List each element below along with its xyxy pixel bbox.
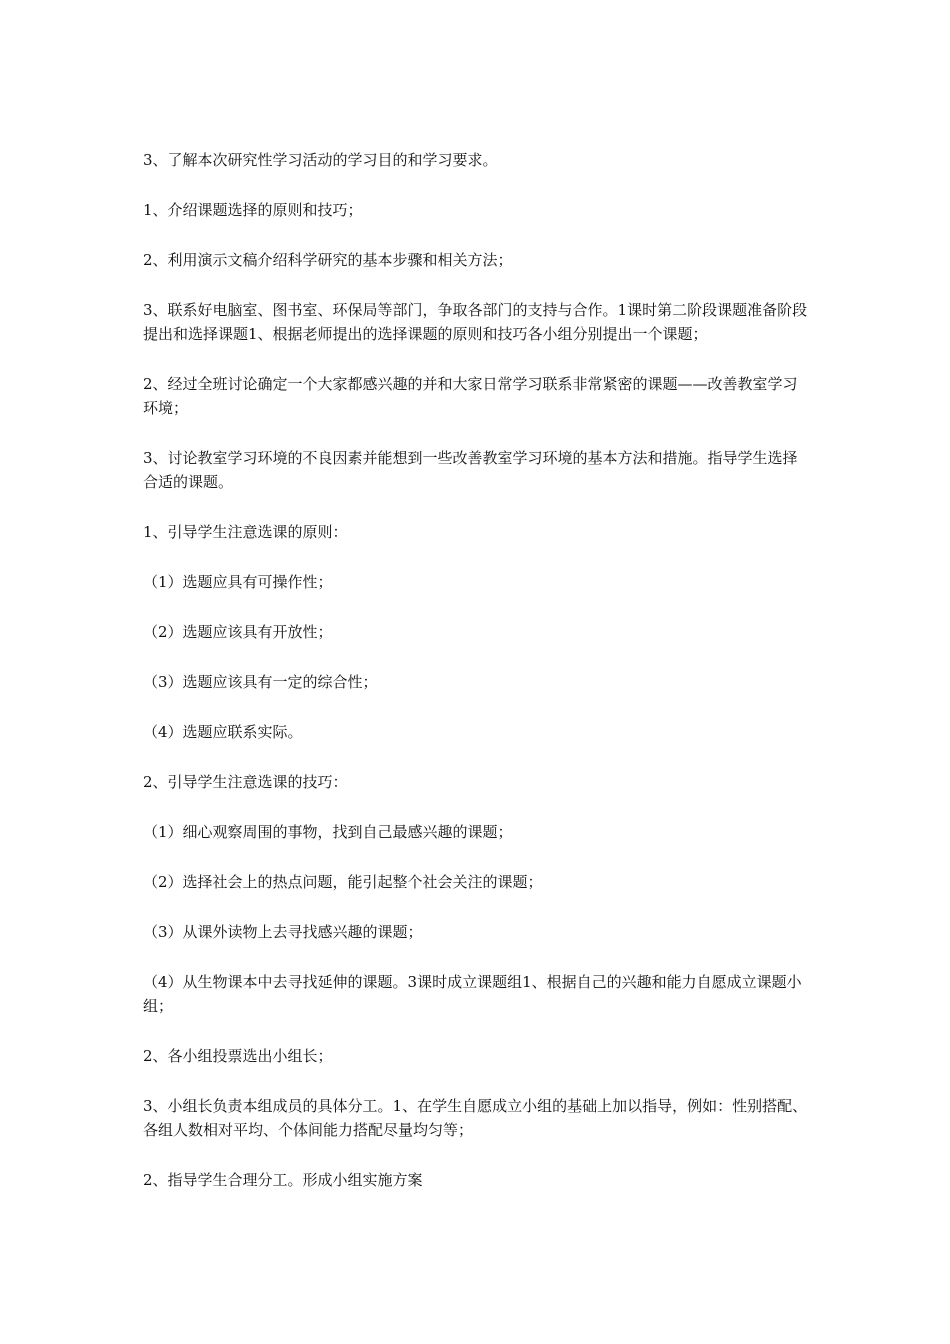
paragraph-6: 3、讨论教室学习环境的不良因素并能想到一些改善教室学习环境的基本方法和措施。指导学生选择合适的课题。 bbox=[143, 449, 798, 491]
paragraph-7: 1、引导学生注意选课的原则： bbox=[143, 523, 348, 541]
paragraph-5: 2、经过全班讨论确定一个大家都感兴趣的并和大家日常学习联系非常紧密的课题——改善教室学习环境； bbox=[143, 375, 798, 417]
paragraph-14: （2）选择社会上的热点问题，能引起整个社会关注的课题； bbox=[143, 873, 543, 891]
paragraph-1: 3、了解本次研究性学习活动的学习目的和学习要求。 bbox=[143, 151, 498, 169]
paragraph-8: （1）选题应具有可操作性； bbox=[143, 573, 333, 591]
paragraph-4: 3、联系好电脑室、图书室、环保局等部门，争取各部门的支持与合作。1课时第二阶段课题准备阶段提出和选择课题1、根据老师提出的选择课题的原则和技巧各小组分别提出一个课题； bbox=[143, 301, 808, 343]
paragraph-17: 2、各小组投票选出小组长； bbox=[143, 1047, 333, 1065]
paragraph-10: （3）选题应该具有一定的综合性； bbox=[143, 673, 378, 691]
paragraph-2: 1、介绍课题选择的原则和技巧； bbox=[143, 201, 363, 219]
paragraph-15: （3）从课外读物上去寻找感兴趣的课题； bbox=[143, 923, 423, 941]
paragraph-19: 2、指导学生合理分工。形成小组实施方案 bbox=[143, 1171, 423, 1189]
paragraph-13: （1）细心观察周围的事物，找到自己最感兴趣的课题； bbox=[143, 823, 513, 841]
paragraph-9: （2）选题应该具有开放性； bbox=[143, 623, 333, 641]
paragraph-11: （4）选题应联系实际。 bbox=[143, 723, 303, 741]
document-body bbox=[143, 148, 809, 1218]
paragraph-18: 3、小组长负责本组成员的具体分工。1、在学生自愿成立小组的基础上加以指导，例如：性别搭配、各组人数相对平均、个体间能力搭配尽量均匀等； bbox=[143, 1097, 808, 1139]
paragraph-3: 2、利用演示文稿介绍科学研究的基本步骤和相关方法； bbox=[143, 251, 513, 269]
paragraph-12: 2、引导学生注意选课的技巧： bbox=[143, 773, 348, 791]
paragraph-16: （4）从生物课本中去寻找延伸的课题。3课时成立课题组1、根据自己的兴趣和能力自愿成立课题小组； bbox=[143, 973, 802, 1015]
